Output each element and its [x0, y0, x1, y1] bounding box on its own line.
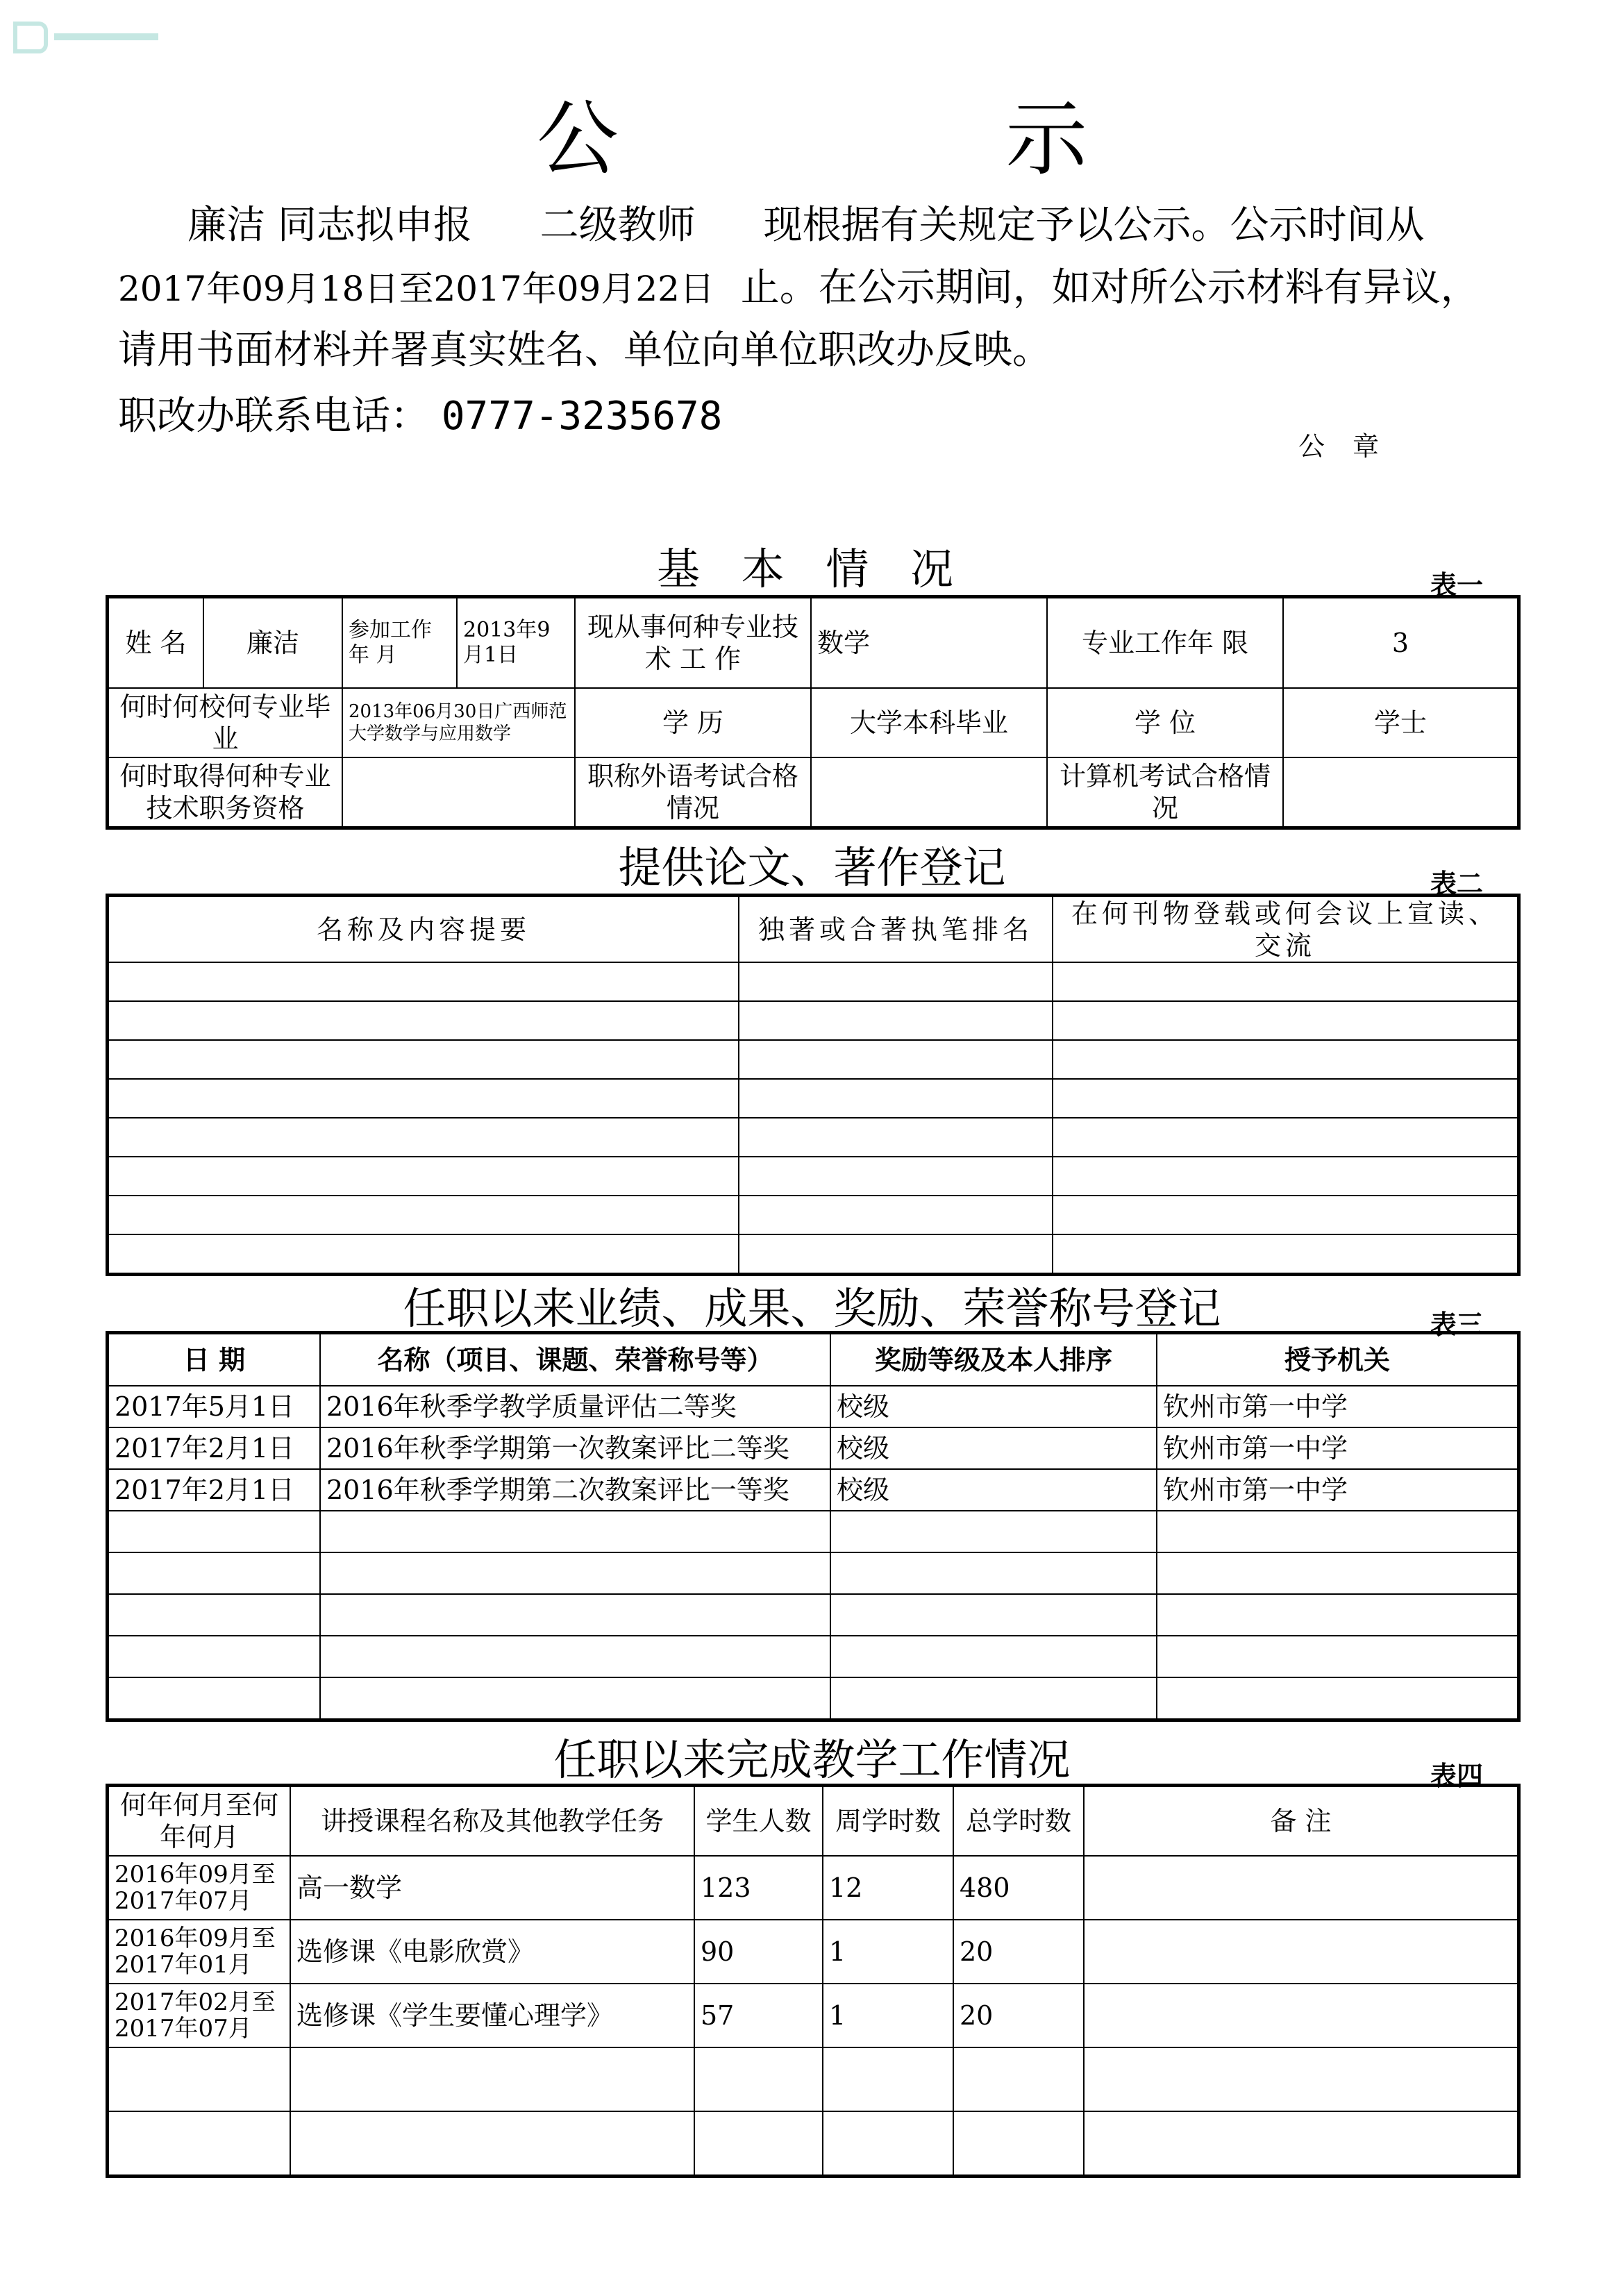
header-paper-name: 名称及内容提要 [108, 896, 739, 962]
table-row [108, 1856, 1518, 1920]
work-start-label: 参加工作年 月 [342, 598, 457, 688]
award-level-cell [830, 1594, 1157, 1636]
contact-phone: 0777-3235678 [441, 394, 723, 439]
header-remarks: 备 注 [1084, 1786, 1518, 1856]
education-value: 大学本科毕业 [811, 688, 1047, 757]
table-row [108, 1157, 1518, 1196]
date-cell: 2017年2月1日 [108, 1427, 320, 1469]
major-label: 现从事何种专业技 术 工 作 [575, 598, 811, 688]
degree-value: 学士 [1283, 688, 1518, 757]
award-name-cell [320, 1636, 830, 1677]
paper-name-cell [108, 1157, 739, 1196]
course-cell: 高一数学 [290, 1856, 694, 1920]
table-number-3: 表三 [1430, 1309, 1484, 1340]
header-granting-body: 授予机关 [1157, 1334, 1518, 1386]
header-weekly-hours: 周学时数 [823, 1786, 953, 1856]
remarks-cell [1084, 1856, 1518, 1920]
publication-cell [1053, 1040, 1518, 1079]
remarks-cell [1084, 2111, 1518, 2175]
granting-body-cell [1157, 1511, 1518, 1552]
name-label: 姓 名 [108, 598, 203, 688]
weekly-hours-cell [823, 2047, 953, 2111]
students-cell: 123 [694, 1856, 823, 1920]
granting-body-cell [1157, 1636, 1518, 1677]
applicant-name: 廉洁 [187, 203, 265, 248]
students-cell [694, 2047, 823, 2111]
table-number-2: 表二 [1430, 868, 1484, 899]
award-name-cell: 2016年秋季学期第二次教案评比一等奖 [320, 1469, 830, 1511]
total-hours-cell: 480 [953, 1856, 1084, 1920]
date-cell [108, 1636, 320, 1677]
total-hours-cell [953, 2111, 1084, 2175]
computer-exam-label: 计算机考试合格情况 [1047, 757, 1283, 827]
date-cell: 2017年2月1日 [108, 1469, 320, 1511]
major-value: 数学 [811, 598, 1047, 688]
page-title: 公 示 [536, 91, 1269, 187]
official-seal-label: 公章 [1298, 431, 1407, 462]
students-cell: 90 [694, 1920, 823, 1984]
section-title-achievements: 任职以来业绩、成果、奖励、荣誉称号登记 [403, 1283, 1221, 1334]
table-row [108, 1636, 1518, 1677]
qualification-label: 何时取得何种专业技术职务资格 [108, 757, 342, 827]
notice-period: 2017年09月18日至2017年09月22日 [118, 269, 714, 309]
total-hours-cell [953, 2047, 1084, 2111]
years-value: 3 [1283, 598, 1518, 688]
achievements-table [108, 1333, 1518, 1720]
work-start-value: 2013年9月1日 [457, 598, 575, 688]
foreign-language-label: 职称外语考试合格情况 [575, 757, 811, 827]
paper-name-cell [108, 1118, 739, 1157]
weekly-hours-cell: 1 [823, 1984, 953, 2047]
award-name-cell [320, 1677, 830, 1719]
award-name-cell: 2016年秋季学教学质量评估二等奖 [320, 1386, 830, 1427]
table-number-1: 表一 [1430, 569, 1484, 601]
header-students: 学生人数 [694, 1786, 823, 1856]
paper-name-cell [108, 1001, 739, 1040]
granting-body-cell [1157, 1677, 1518, 1719]
date-cell [108, 1677, 320, 1719]
table-row [108, 1920, 1518, 1984]
date-cell [108, 1594, 320, 1636]
degree-label: 学 位 [1047, 688, 1283, 757]
table-row [108, 1469, 1518, 1511]
table-row [108, 1196, 1518, 1234]
notice-line-1: 廉洁 同志拟申报 二级教师 现根据有关规定予以公示。公示时间从 [187, 203, 1425, 248]
granting-body-cell [1157, 1552, 1518, 1594]
award-name-cell [320, 1594, 830, 1636]
header-publication: 在何刊物登载或何会议上宣读、交流 [1053, 896, 1518, 962]
publication-cell [1053, 1001, 1518, 1040]
notice-line-2: 2017年09月18日至2017年09月22日 止。在公示期间，如对所公示材料有异议， [118, 265, 1480, 310]
period-cell: 2016年09月至2017年07月 [108, 1856, 290, 1920]
paper-name-cell [108, 1079, 739, 1118]
table-row [108, 1386, 1518, 1427]
table-row [108, 962, 1518, 1001]
computer-exam-value [1283, 757, 1518, 827]
granting-body-cell: 钦州市第一中学 [1157, 1427, 1518, 1469]
author-rank-cell [739, 1079, 1053, 1118]
years-label: 专业工作年 限 [1047, 598, 1283, 688]
award-level-cell [830, 1511, 1157, 1552]
table-row [108, 1079, 1518, 1118]
granting-body-cell: 钦州市第一中学 [1157, 1469, 1518, 1511]
award-name-cell [320, 1511, 830, 1552]
period-cell: 2016年09月至2017年01月 [108, 1920, 290, 1984]
author-rank-cell [739, 1157, 1053, 1196]
award-level-cell: 校级 [830, 1469, 1157, 1511]
header-period: 何年何月至何年何月 [108, 1786, 290, 1856]
watermark-logo [12, 18, 165, 57]
award-name-cell: 2016年秋季学期第一次教案评比二等奖 [320, 1427, 830, 1469]
header-course: 讲授课程名称及其他教学任务 [290, 1786, 694, 1856]
award-level-cell [830, 1636, 1157, 1677]
author-rank-cell [739, 1196, 1053, 1234]
total-hours-cell: 20 [953, 1984, 1084, 2047]
remarks-cell [1084, 1984, 1518, 2047]
author-rank-cell [739, 1118, 1053, 1157]
paper-name-cell [108, 1196, 739, 1234]
notice-line-3: 请用书面材料并署真实姓名、单位向单位职改办反映。 [118, 328, 1051, 373]
course-cell: 选修课《电影欣赏》 [290, 1920, 694, 1984]
table-row [108, 1118, 1518, 1157]
publication-cell [1053, 1079, 1518, 1118]
table-row [108, 1427, 1518, 1469]
award-level-cell [830, 1677, 1157, 1719]
papers-table [108, 896, 1518, 1274]
course-cell [290, 2047, 694, 2111]
remarks-cell [1084, 2047, 1518, 2111]
header-award-level: 奖励等级及本人排序 [830, 1334, 1157, 1386]
author-rank-cell [739, 1040, 1053, 1079]
education-label: 学 历 [575, 688, 811, 757]
qualification-value [342, 757, 575, 827]
section-title-basic-info: 基 本 情 况 [656, 544, 968, 594]
section-title-papers: 提供论文、著作登记 [618, 842, 1006, 893]
granting-body-cell [1157, 1594, 1518, 1636]
date-cell [108, 1511, 320, 1552]
award-name-cell [320, 1552, 830, 1594]
table-row [108, 1234, 1518, 1273]
header-award-name: 名称（项目、课题、荣誉称号等） [320, 1334, 830, 1386]
table-number-4: 表四 [1430, 1760, 1484, 1791]
author-rank-cell [739, 1234, 1053, 1273]
table-row [108, 2111, 1518, 2175]
weekly-hours-cell: 12 [823, 1856, 953, 1920]
date-cell: 2017年5月1日 [108, 1386, 320, 1427]
header-total-hours: 总学时数 [953, 1786, 1084, 1856]
paper-name-cell [108, 962, 739, 1001]
weekly-hours-cell: 1 [823, 1920, 953, 1984]
publication-cell [1053, 1196, 1518, 1234]
table-row [108, 1552, 1518, 1594]
award-level-cell: 校级 [830, 1386, 1157, 1427]
paper-name-cell [108, 1234, 739, 1273]
section-title-teaching: 任职以来完成教学工作情况 [553, 1734, 1071, 1785]
graduation-label: 何时何校何专业毕 业 [108, 688, 342, 757]
publication-cell [1053, 1157, 1518, 1196]
table-row [108, 1984, 1518, 2047]
author-rank-cell [739, 962, 1053, 1001]
applied-title: 二级教师 [539, 203, 696, 248]
remarks-cell [1084, 1920, 1518, 1984]
table-row [108, 2047, 1518, 2111]
granting-body-cell: 钦州市第一中学 [1157, 1386, 1518, 1427]
graduation-value: 2013年06月30日广西师范大学数学与应用数学 [342, 688, 575, 757]
foreign-language-value [811, 757, 1047, 827]
students-cell [694, 2111, 823, 2175]
table-row [108, 1040, 1518, 1079]
teaching-table [108, 1786, 1518, 2176]
author-rank-cell [739, 1001, 1053, 1040]
table-row [108, 1594, 1518, 1636]
table-row [108, 1511, 1518, 1552]
publication-cell [1053, 962, 1518, 1001]
students-cell: 57 [694, 1984, 823, 2047]
date-cell [108, 1552, 320, 1594]
header-date: 日 期 [108, 1334, 320, 1386]
paper-name-cell [108, 1040, 739, 1079]
publication-cell [1053, 1118, 1518, 1157]
period-cell [108, 2111, 290, 2175]
header-author-rank: 独著或合著执笔排名 [739, 896, 1053, 962]
basic-info-table [108, 597, 1518, 828]
table-row [108, 1677, 1518, 1719]
weekly-hours-cell [823, 2111, 953, 2175]
table-row [108, 1001, 1518, 1040]
award-level-cell [830, 1552, 1157, 1594]
award-level-cell: 校级 [830, 1427, 1157, 1469]
total-hours-cell: 20 [953, 1920, 1084, 1984]
notice-line-4: 职改办联系电话： 0777-3235678 [118, 394, 723, 439]
course-cell: 选修课《学生要懂心理学》 [290, 1984, 694, 2047]
period-cell [108, 2047, 290, 2111]
period-cell: 2017年02月至2017年07月 [108, 1984, 290, 2047]
name-value: 廉洁 [203, 598, 342, 688]
course-cell [290, 2111, 694, 2175]
publication-cell [1053, 1234, 1518, 1273]
